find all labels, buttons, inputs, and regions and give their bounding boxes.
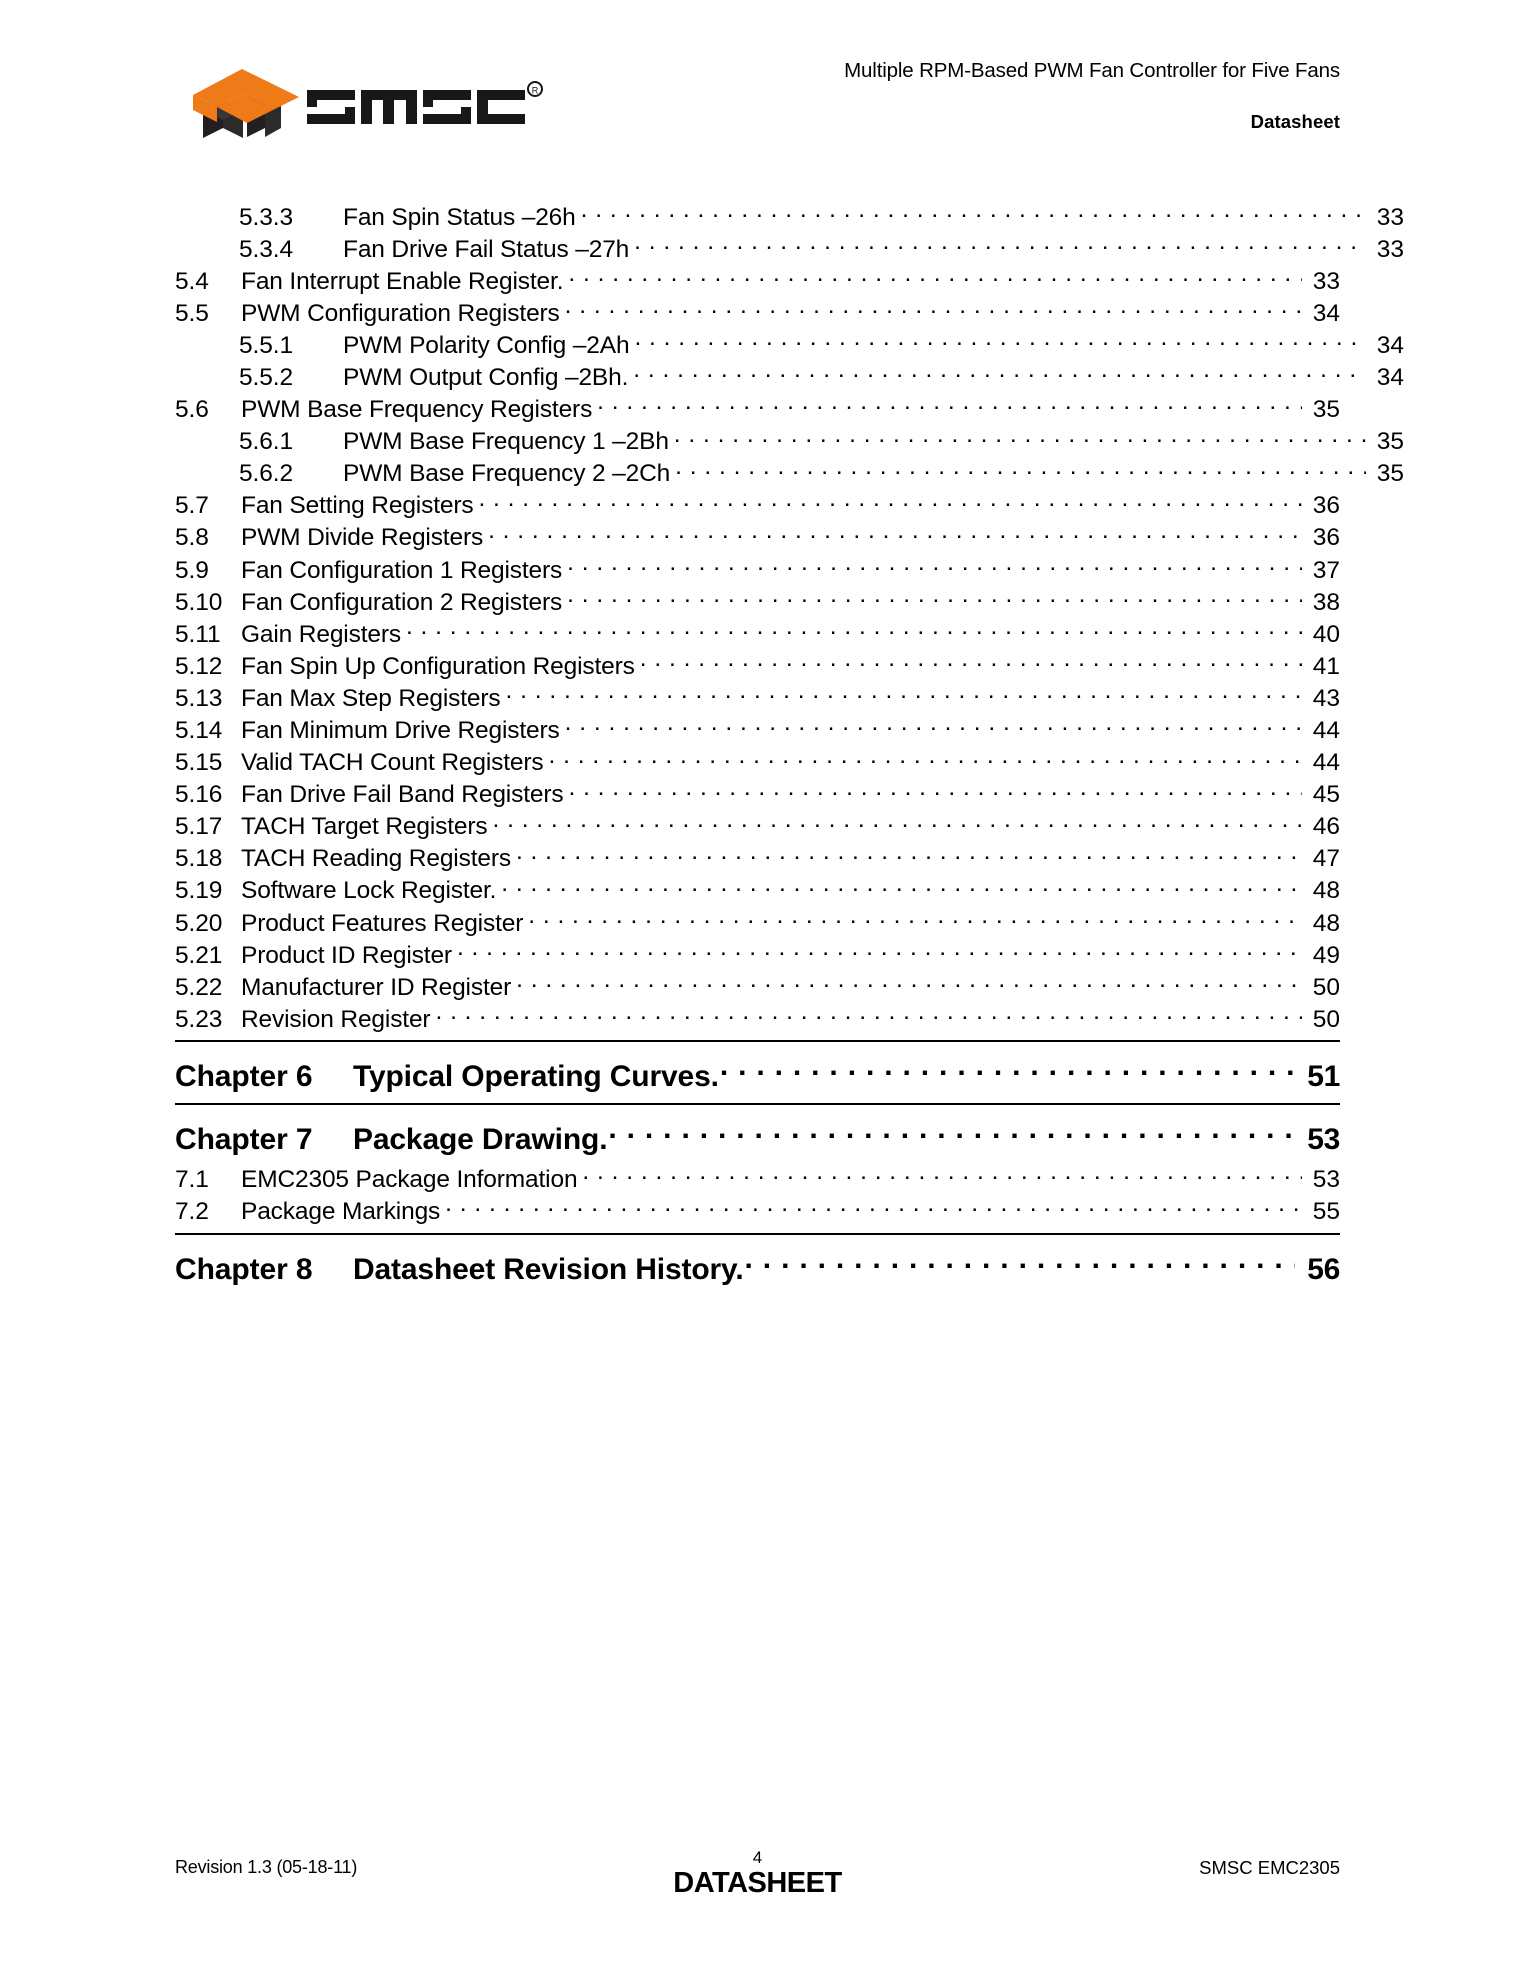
toc-entry-row[interactable] [175, 553, 1340, 585]
toc-entry-title: PWM Output Config –2Bh. [343, 363, 629, 391]
toc-entry-title: TACH Reading Registers [241, 845, 511, 873]
toc-leader-dots [674, 425, 1366, 450]
toc-entry-number: 5.15 [175, 749, 223, 777]
toc-entry-page: 33 [1312, 267, 1340, 295]
footer-center-block [588, 1849, 928, 1900]
toc-chapter-page: 51 [1307, 1060, 1340, 1094]
toc-entry-row[interactable] [175, 200, 1404, 232]
toc-chapter-row[interactable] [175, 1042, 1340, 1097]
toc-entry-number: 5.9 [175, 556, 209, 584]
toc-chapter-group-6 [175, 1040, 1340, 1097]
footer-product: SMSC EMC2305 [1199, 1857, 1340, 1878]
toc-entry-row[interactable] [175, 778, 1340, 810]
toc-leader-dots [506, 681, 1302, 706]
toc-entry-number: 5.21 [175, 941, 223, 969]
toc-entry-title: Fan Configuration 2 Registers [241, 588, 563, 616]
toc-entry-page: 47 [1312, 845, 1340, 873]
toc-entry-title: Fan Minimum Drive Registers [241, 717, 560, 744]
toc-entry-number: 5.7 [175, 492, 209, 520]
toc-entry-title: Fan Setting Registers [241, 492, 474, 520]
toc-entry-list-chapter7 [175, 1162, 1340, 1226]
toc-leader-dots [516, 842, 1302, 867]
toc-entry-number: 5.12 [175, 652, 223, 680]
document-type-label: Datasheet [1250, 111, 1340, 132]
toc-chapter-page: 53 [1307, 1123, 1340, 1157]
toc-entry-number: 5.14 [175, 717, 223, 744]
toc-leader-dots [640, 649, 1302, 674]
toc-entry-row[interactable] [175, 681, 1340, 713]
toc-entry-row[interactable] [175, 970, 1340, 1002]
toc-chapter-page: 56 [1307, 1252, 1340, 1286]
toc-entry-row[interactable] [175, 746, 1340, 778]
toc-entry-number: 5.8 [175, 524, 209, 552]
toc-entry-title: Fan Configuration 1 Registers [241, 556, 563, 584]
page-header [185, 58, 1340, 158]
toc-entry-title: Package Markings [241, 1198, 441, 1226]
toc-entry-title: Valid TACH Count Registers [241, 749, 544, 777]
toc-entry-title: Revision Register [241, 1005, 431, 1033]
toc-entry-row[interactable] [175, 810, 1340, 842]
toc-leader-dots [435, 1002, 1302, 1027]
toc-chapter-number: Chapter 7 [175, 1123, 313, 1157]
toc-entry-title: PWM Base Frequency 1 –2Bh [343, 428, 669, 456]
toc-entry-page: 44 [1312, 749, 1340, 777]
toc-entry-title: EMC2305 Package Information [241, 1165, 578, 1193]
toc-leader-dots [567, 553, 1302, 578]
toc-entry-title: Fan Drive Fail Band Registers [241, 781, 564, 809]
toc-entry-page: 35 [1376, 460, 1404, 488]
toc-chapter-number: Chapter 8 [175, 1252, 313, 1286]
toc-entry-list [175, 200, 1404, 1034]
toc-entry-row[interactable] [175, 585, 1340, 617]
toc-entry-row[interactable] [175, 457, 1404, 489]
toc-entry-number: 5.4 [175, 267, 209, 295]
toc-entry-page: 45 [1312, 781, 1340, 809]
toc-entry-row[interactable] [175, 906, 1340, 938]
toc-leader-dots [567, 585, 1302, 610]
table-of-contents [175, 200, 1404, 1290]
toc-entry-number: 5.6.1 [239, 428, 293, 456]
toc-entry-title: Manufacturer ID Register [241, 973, 512, 1001]
toc-entry-title: Fan Max Step Registers [241, 684, 501, 712]
toc-leader-dots [568, 264, 1302, 289]
toc-leader-dots [501, 874, 1302, 899]
toc-entry-number: 5.17 [175, 813, 223, 841]
toc-leader-dots [565, 714, 1302, 739]
toc-entry-row[interactable] [175, 714, 1340, 746]
toc-entry-number: 5.18 [175, 845, 223, 873]
toc-entry-row[interactable] [175, 328, 1404, 360]
toc-chapter-row[interactable] [175, 1105, 1340, 1160]
footer-page-number: 4 [752, 1848, 763, 1867]
page-footer [175, 1845, 1340, 1915]
toc-entry-number: 5.20 [175, 909, 223, 937]
document-title: Multiple RPM-Based PWM Fan Controller for Five Fans [844, 59, 1340, 82]
toc-leader-dots [488, 521, 1302, 546]
toc-leader-dots [634, 232, 1366, 257]
toc-entry-row[interactable] [175, 938, 1340, 970]
toc-entry-number: 7.1 [175, 1165, 209, 1193]
toc-leader-dots [634, 328, 1366, 353]
toc-entry-page: 37 [1312, 556, 1340, 584]
toc-entry-number: 5.13 [175, 684, 223, 712]
toc-entry-title: Fan Interrupt Enable Register. [241, 267, 564, 295]
toc-entry-number: 5.19 [175, 877, 223, 905]
toc-chapter-number: Chapter 6 [175, 1060, 313, 1094]
toc-entry-number: 5.23 [175, 1005, 223, 1033]
toc-entry-page: 53 [1312, 1165, 1340, 1193]
toc-entry-page: 46 [1312, 813, 1340, 841]
toc-entry-title: Software Lock Register. [241, 877, 497, 905]
toc-entry-row[interactable] [175, 617, 1340, 649]
toc-leader-dots [597, 393, 1302, 418]
toc-entry-number: 5.16 [175, 781, 223, 809]
toc-entry-title: PWM Polarity Config –2Ah [343, 331, 630, 359]
toc-entry-page: 38 [1312, 588, 1340, 616]
toc-entry-page: 48 [1312, 909, 1340, 937]
header-text-block [640, 58, 1340, 134]
toc-entry-title: Product Features Register [241, 909, 524, 937]
toc-leader-dots [445, 1195, 1302, 1220]
toc-entry-row[interactable] [175, 264, 1340, 296]
footer-watermark: DATASHEET [673, 1867, 842, 1899]
toc-entry-row[interactable] [175, 1162, 1340, 1194]
toc-leader-dots [478, 489, 1302, 514]
toc-entry-number: 5.6 [175, 396, 209, 424]
toc-entry-title: Fan Drive Fail Status –27h [343, 235, 630, 263]
toc-leader-dots [548, 746, 1302, 771]
toc-leader-dots [608, 1119, 1295, 1149]
toc-entry-page: 34 [1376, 331, 1404, 359]
toc-entry-row[interactable] [175, 842, 1340, 874]
toc-entry-row[interactable] [175, 489, 1340, 521]
toc-leader-dots [581, 200, 1366, 225]
toc-leader-dots [492, 810, 1302, 835]
toc-entry-page: 44 [1312, 717, 1340, 744]
toc-entry-page: 34 [1312, 299, 1340, 327]
toc-entry-number: 5.3.3 [239, 203, 293, 231]
toc-entry-title: Fan Spin Up Configuration Registers [241, 652, 635, 680]
toc-entry-title: PWM Divide Registers [241, 524, 484, 552]
toc-entry-page: 55 [1312, 1198, 1340, 1226]
toc-entry-row[interactable] [175, 1195, 1340, 1227]
toc-chapter-row[interactable] [175, 1235, 1340, 1290]
toc-entry-number: 7.2 [175, 1198, 209, 1226]
toc-entry-page: 35 [1312, 396, 1340, 424]
toc-entry-page: 33 [1376, 235, 1404, 263]
toc-entry-page: 50 [1312, 1005, 1340, 1033]
toc-entry-page: 49 [1312, 941, 1340, 969]
toc-entry-page: 36 [1312, 524, 1340, 552]
toc-entry-page: 40 [1312, 620, 1340, 648]
toc-entry-row[interactable] [175, 360, 1404, 392]
toc-leader-dots [406, 617, 1302, 642]
toc-entry-title: PWM Base Frequency Registers [241, 396, 593, 424]
toc-leader-dots [457, 938, 1302, 963]
toc-leader-dots [675, 457, 1366, 482]
toc-entry-row[interactable] [175, 232, 1404, 264]
toc-entry-number: 5.3.4 [239, 235, 293, 263]
toc-entry-title: TACH Target Registers [241, 813, 488, 841]
smsc-logo [185, 66, 555, 144]
toc-entry-title: Gain Registers [241, 620, 401, 648]
footer-revision: Revision 1.3 (05-18-11) [175, 1857, 358, 1877]
smsc-wordmark-icon [303, 76, 553, 138]
toc-entry-title: PWM Configuration Registers [241, 299, 560, 327]
toc-leader-dots [568, 778, 1302, 803]
toc-entry-row[interactable] [175, 1002, 1340, 1034]
toc-entry-page: 48 [1312, 877, 1340, 905]
toc-leader-dots [565, 296, 1302, 321]
smsc-logo-mark-icon [185, 66, 305, 144]
toc-leader-dots [633, 360, 1366, 385]
toc-entry-title: Fan Spin Status –26h [343, 203, 576, 231]
toc-entry-row[interactable] [175, 874, 1340, 906]
toc-chapter-group-7 [175, 1103, 1340, 1226]
toc-entry-page: 35 [1376, 428, 1404, 456]
toc-chapter-title: Package Drawing. [353, 1123, 608, 1157]
toc-chapter-title: Typical Operating Curves. [353, 1060, 719, 1094]
toc-entry-page: 41 [1312, 652, 1340, 680]
toc-entry-number: 5.6.2 [239, 460, 293, 488]
toc-entry-title: PWM Base Frequency 2 –2Ch [343, 460, 671, 488]
toc-entry-page: 34 [1376, 363, 1404, 391]
toc-entry-number: 5.10 [175, 588, 223, 616]
toc-leader-dots [745, 1249, 1295, 1279]
toc-leader-dots [516, 970, 1302, 995]
toc-entry-number: 5.5.2 [239, 363, 293, 391]
svg-text:R: R [531, 85, 539, 96]
toc-entry-page: 43 [1312, 684, 1340, 712]
toc-entry-row[interactable] [175, 393, 1340, 425]
toc-entry-number: 5.11 [175, 620, 221, 648]
toc-entry-row[interactable] [175, 425, 1404, 457]
toc-entry-number: 5.5 [175, 299, 209, 327]
toc-entry-row[interactable] [175, 296, 1340, 328]
toc-entry-page: 36 [1312, 492, 1340, 520]
toc-entry-page: 33 [1376, 203, 1404, 231]
toc-entry-page: 50 [1312, 973, 1340, 1001]
toc-leader-dots [528, 906, 1302, 931]
toc-chapter-group-8 [175, 1233, 1340, 1290]
toc-entry-row[interactable] [175, 521, 1340, 553]
toc-chapter-title: Datasheet Revision History. [353, 1252, 744, 1286]
toc-entry-number: 5.5.1 [239, 331, 293, 359]
toc-entry-title: Product ID Register [241, 941, 452, 969]
toc-leader-dots [582, 1162, 1302, 1187]
toc-entry-number: 5.22 [175, 973, 223, 1001]
toc-leader-dots [720, 1056, 1295, 1086]
toc-entry-row[interactable] [175, 649, 1340, 681]
